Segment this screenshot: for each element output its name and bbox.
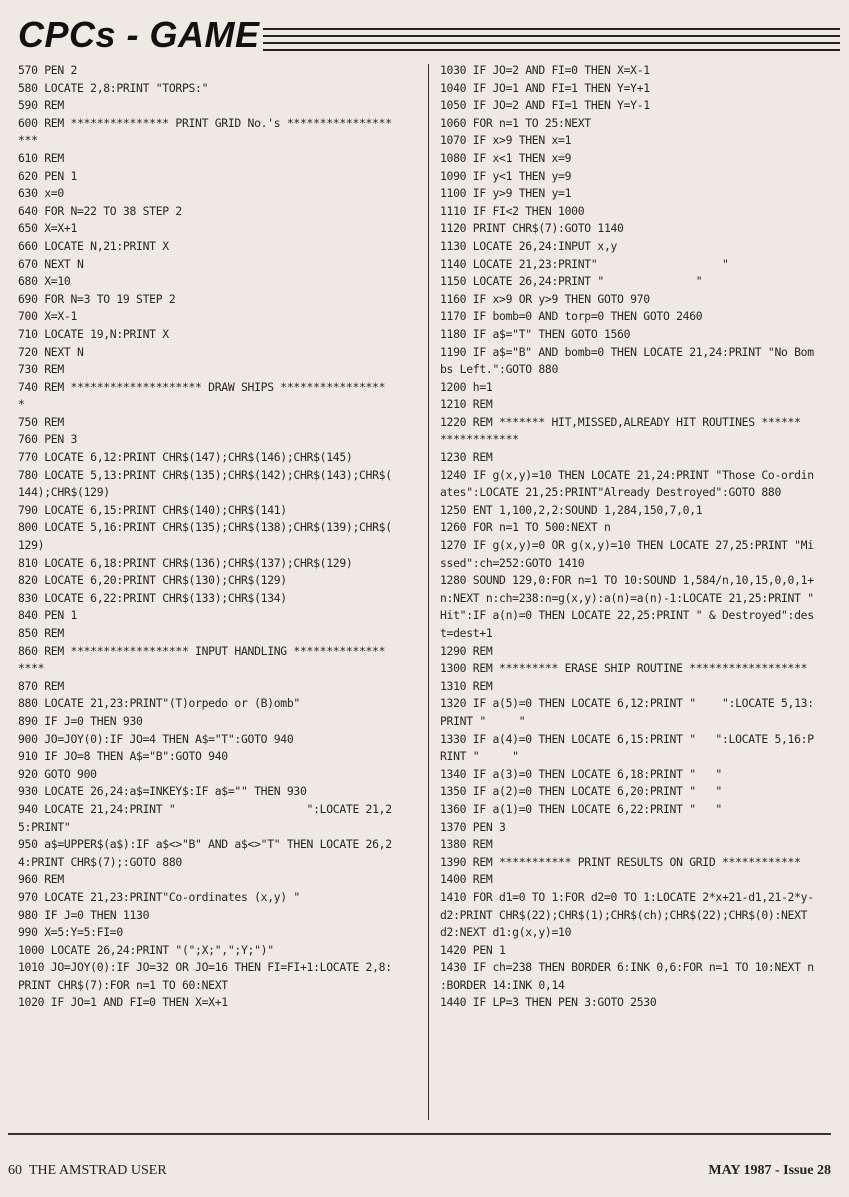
code-line: 1420 PEN 1 <box>440 942 506 957</box>
code-line: 1050 IF JO=2 AND FI=1 THEN Y=Y-1 <box>440 98 650 113</box>
code-line: 1430 IF ch=238 THEN BORDER 6:INK 0,6:FOR n=1 TO 10:NEXT n <box>440 960 814 975</box>
code-line: 1170 IF bomb=0 AND torp=0 THEN GOTO 2460 <box>440 309 703 324</box>
code-line: 1390 REM *********** PRINT RESULTS ON GRID ************ <box>440 854 801 869</box>
footer-rule <box>8 1133 831 1135</box>
code-line: 1310 REM <box>440 678 493 693</box>
listing-column-left <box>18 62 413 1012</box>
code-line: 1090 IF y<1 THEN y=9 <box>440 168 572 183</box>
code-line: 1350 IF a(2)=0 THEN LOCATE 6,20:PRINT " " <box>440 784 722 799</box>
code-line: 1020 IF JO=1 AND FI=0 THEN X=X+1 <box>18 995 228 1010</box>
code-line: 840 PEN 1 <box>18 608 78 623</box>
code-line: 930 LOCATE 26,24:a$=INKEY$:IF a$="" THEN 930 <box>18 784 307 799</box>
code-line: 1270 IF g(x,y)=0 OR g(x,y)=10 THEN LOCATE 27,25:PRINT "Mi <box>440 538 814 553</box>
magazine-name: THE AMSTRAD USER <box>29 1163 167 1178</box>
code-line: 990 X=5:Y=5:FI=0 <box>18 925 123 940</box>
code-line: 920 GOTO 900 <box>18 766 97 781</box>
page-header <box>18 8 840 58</box>
code-line: 600 REM *************** PRINT GRID No.'s **************** <box>18 115 392 130</box>
code-line: 1330 IF a(4)=0 THEN LOCATE 6,15:PRINT " ":LOCATE 5,16:P <box>440 731 814 746</box>
header-rule <box>263 42 840 44</box>
code-line: 790 LOCATE 6,15:PRINT CHR$(140);CHR$(141) <box>18 502 287 517</box>
code-line: 1200 h=1 <box>440 379 493 394</box>
code-line: 1210 REM <box>440 397 493 412</box>
code-line: 1370 PEN 3 <box>440 819 506 834</box>
code-line: 1410 FOR d1=0 TO 1:FOR d2=0 TO 1:LOCATE 2*x+21-d1,21-2*y- <box>440 889 814 904</box>
code-line: bs Left.":GOTO 880 <box>440 362 559 377</box>
code-line: 1080 IF x<1 THEN x=9 <box>440 150 572 165</box>
code-line: 830 LOCATE 6,22:PRINT CHR$(133);CHR$(134) <box>18 590 287 605</box>
code-line: 590 REM <box>18 98 64 113</box>
code-line: 950 a$=UPPER$(a$):IF a$<>"B" AND a$<>"T" THEN LOCATE 26,2 <box>18 837 392 852</box>
code-line: 1340 IF a(3)=0 THEN LOCATE 6,18:PRINT " " <box>440 766 722 781</box>
code-line: t=dest+1 <box>440 626 493 640</box>
code-line: 1400 REM <box>440 872 493 887</box>
code-line: 640 FOR N=22 TO 38 STEP 2 <box>18 203 182 218</box>
code-line: 810 LOCATE 6,18:PRINT CHR$(136);CHR$(137);CHR$(129) <box>18 555 353 570</box>
code-line: 870 REM <box>18 678 64 693</box>
footer-left <box>8 1163 167 1179</box>
code-line: 710 LOCATE 19,N:PRINT X <box>18 326 169 341</box>
code-line: 1190 IF a$="B" AND bomb=0 THEN LOCATE 21,24:PRINT "No Bom <box>440 344 814 359</box>
code-line: 1440 IF LP=3 THEN PEN 3:GOTO 2530 <box>440 995 657 1010</box>
code-line: ates":LOCATE 21,25:PRINT"Already Destroyed":GOTO 880 <box>440 485 782 500</box>
code-line: 1220 REM ******* HIT,MISSED,ALREADY HIT ROUTINES ****** <box>440 414 801 429</box>
page-footer <box>8 1163 831 1183</box>
code-line: 670 NEXT N <box>18 256 84 271</box>
code-line: 770 LOCATE 6,12:PRINT CHR$(147);CHR$(146);CHR$(145) <box>18 450 353 465</box>
code-line: 1240 IF g(x,y)=10 THEN LOCATE 21,24:PRINT "Those Co-ordin <box>440 467 814 482</box>
code-line: 740 REM ******************** DRAW SHIPS **************** <box>18 379 386 394</box>
code-line: 910 IF JO=8 THEN A$="B":GOTO 940 <box>18 749 228 764</box>
code-line: n:NEXT n:ch=238:n=g(x,y):a(n)=a(n)-1:LOCATE 21,25:PRINT " <box>440 590 814 605</box>
code-line: 1180 IF a$="T" THEN GOTO 1560 <box>440 326 631 341</box>
code-line: 940 LOCATE 21,24:PRINT " ":LOCATE 21,2 <box>18 801 392 816</box>
code-line: 780 LOCATE 5,13:PRINT CHR$(135);CHR$(142);CHR$(143);CHR$( <box>18 467 392 482</box>
code-line: 1070 IF x>9 THEN x=1 <box>440 133 572 148</box>
code-line: *** <box>18 133 38 148</box>
code-line: 1120 PRINT CHR$(7):GOTO 1140 <box>440 221 624 236</box>
column-divider <box>428 64 429 1120</box>
header-rule <box>263 35 840 37</box>
code-line: Hit":IF a(n)=0 THEN LOCATE 22,25:PRINT " & Destroyed":des <box>440 608 814 623</box>
code-line: 4:PRINT CHR$(7);:GOTO 880 <box>18 854 182 869</box>
code-line: 1280 SOUND 129,0:FOR n=1 TO 10:SOUND 1,584/n,10,15,0,0,1+ <box>440 573 814 588</box>
code-line: 1110 IF FI<2 THEN 1000 <box>440 203 585 218</box>
code-line: 650 X=X+1 <box>18 221 78 236</box>
code-line: 1250 ENT 1,100,2,2:SOUND 1,284,150,7,0,1 <box>440 502 703 517</box>
code-line: 880 LOCATE 21,23:PRINT"(T)orpedo or (B)omb" <box>18 696 300 711</box>
section-title: CPCs - GAME <box>18 14 260 55</box>
code-line: 800 LOCATE 5,16:PRINT CHR$(135);CHR$(138);CHR$(139);CHR$( <box>18 520 392 535</box>
code-line: 890 IF J=0 THEN 930 <box>18 713 143 728</box>
code-line: **** <box>18 661 45 676</box>
code-line: 1320 IF a(5)=0 THEN LOCATE 6,12:PRINT " ":LOCATE 5,13: <box>440 696 814 711</box>
code-line: 1060 FOR n=1 TO 25:NEXT <box>440 115 591 130</box>
code-line: 700 X=X-1 <box>18 309 78 324</box>
code-line: RINT " " <box>440 749 519 764</box>
code-line: 860 REM ****************** INPUT HANDLING ************** <box>18 643 386 658</box>
code-line: d2:PRINT CHR$(22);CHR$(1);CHR$(ch);CHR$(22);CHR$(0):NEXT <box>440 907 808 922</box>
code-line: 730 REM <box>18 362 64 377</box>
code-line: * <box>18 397 25 412</box>
code-line: 1160 IF x>9 OR y>9 THEN GOTO 970 <box>440 291 650 306</box>
code-line: 570 PEN 2 <box>18 63 78 77</box>
code-line: 970 LOCATE 21,23:PRINT"Co-ordinates (x,y) " <box>18 889 300 904</box>
code-line: 610 REM <box>18 150 64 165</box>
code-line: PRINT " " <box>440 713 526 728</box>
header-rule <box>263 28 840 30</box>
code-line: 750 REM <box>18 414 64 429</box>
code-line: 1150 LOCATE 26,24:PRINT " " <box>440 274 703 289</box>
code-line: ssed":ch=252:GOTO 1410 <box>440 555 585 570</box>
code-line: 900 JO=JOY(0):IF JO=4 THEN A$="T":GOTO 940 <box>18 731 294 746</box>
code-line: 720 NEXT N <box>18 344 84 359</box>
code-line: 1140 LOCATE 21,23:PRINT" " <box>440 256 729 271</box>
code-line: 760 PEN 3 <box>18 432 78 447</box>
issue-label: MAY 1987 - Issue 28 <box>708 1163 831 1178</box>
code-line: :BORDER 14:INK 0,14 <box>440 977 565 992</box>
code-line: 580 LOCATE 2,8:PRINT "TORPS:" <box>18 80 209 95</box>
page-number: 60 <box>8 1163 22 1178</box>
code-line: 1100 IF y>9 THEN y=1 <box>440 186 572 201</box>
code-line: 5:PRINT" <box>18 819 71 834</box>
code-line: 1380 REM <box>440 837 493 852</box>
code-line: 1300 REM ********* ERASE SHIP ROUTINE ****************** <box>440 661 808 676</box>
code-line: 620 PEN 1 <box>18 168 78 183</box>
code-line: 660 LOCATE N,21:PRINT X <box>18 238 169 253</box>
code-line: 1030 IF JO=2 AND FI=0 THEN X=X-1 <box>440 63 650 77</box>
code-line: 1360 IF a(1)=0 THEN LOCATE 6,22:PRINT " " <box>440 801 722 816</box>
header-rule <box>263 49 840 51</box>
code-line: 1290 REM <box>440 643 493 658</box>
code-line: 690 FOR N=3 TO 19 STEP 2 <box>18 291 176 306</box>
code-line: 960 REM <box>18 872 64 887</box>
code-line: 630 x=0 <box>18 186 64 201</box>
code-line: d2:NEXT d1:g(x,y)=10 <box>440 925 572 940</box>
code-line: 850 REM <box>18 626 64 640</box>
code-line: 1010 JO=JOY(0):IF JO=32 OR JO=16 THEN FI=FI+1:LOCATE 2,8: <box>18 960 392 975</box>
code-line: 144);CHR$(129) <box>18 485 110 500</box>
code-line: 980 IF J=0 THEN 1130 <box>18 907 150 922</box>
code-line: 820 LOCATE 6,20:PRINT CHR$(130);CHR$(129) <box>18 573 287 588</box>
code-line: PRINT CHR$(7):FOR n=1 TO 60:NEXT <box>18 977 228 992</box>
code-line: 1130 LOCATE 26,24:INPUT x,y <box>440 238 618 253</box>
code-line: ************ <box>440 432 519 447</box>
code-line: 129) <box>18 538 45 553</box>
listing-column-right <box>440 62 835 1012</box>
code-line: 1230 REM <box>440 450 493 465</box>
code-line: 1040 IF JO=1 AND FI=1 THEN Y=Y+1 <box>440 80 650 95</box>
code-line: 1000 LOCATE 26,24:PRINT "(";X;",";Y;")" <box>18 942 274 957</box>
code-line: 680 X=10 <box>18 274 71 289</box>
code-line: 1260 FOR n=1 TO 500:NEXT n <box>440 520 611 535</box>
